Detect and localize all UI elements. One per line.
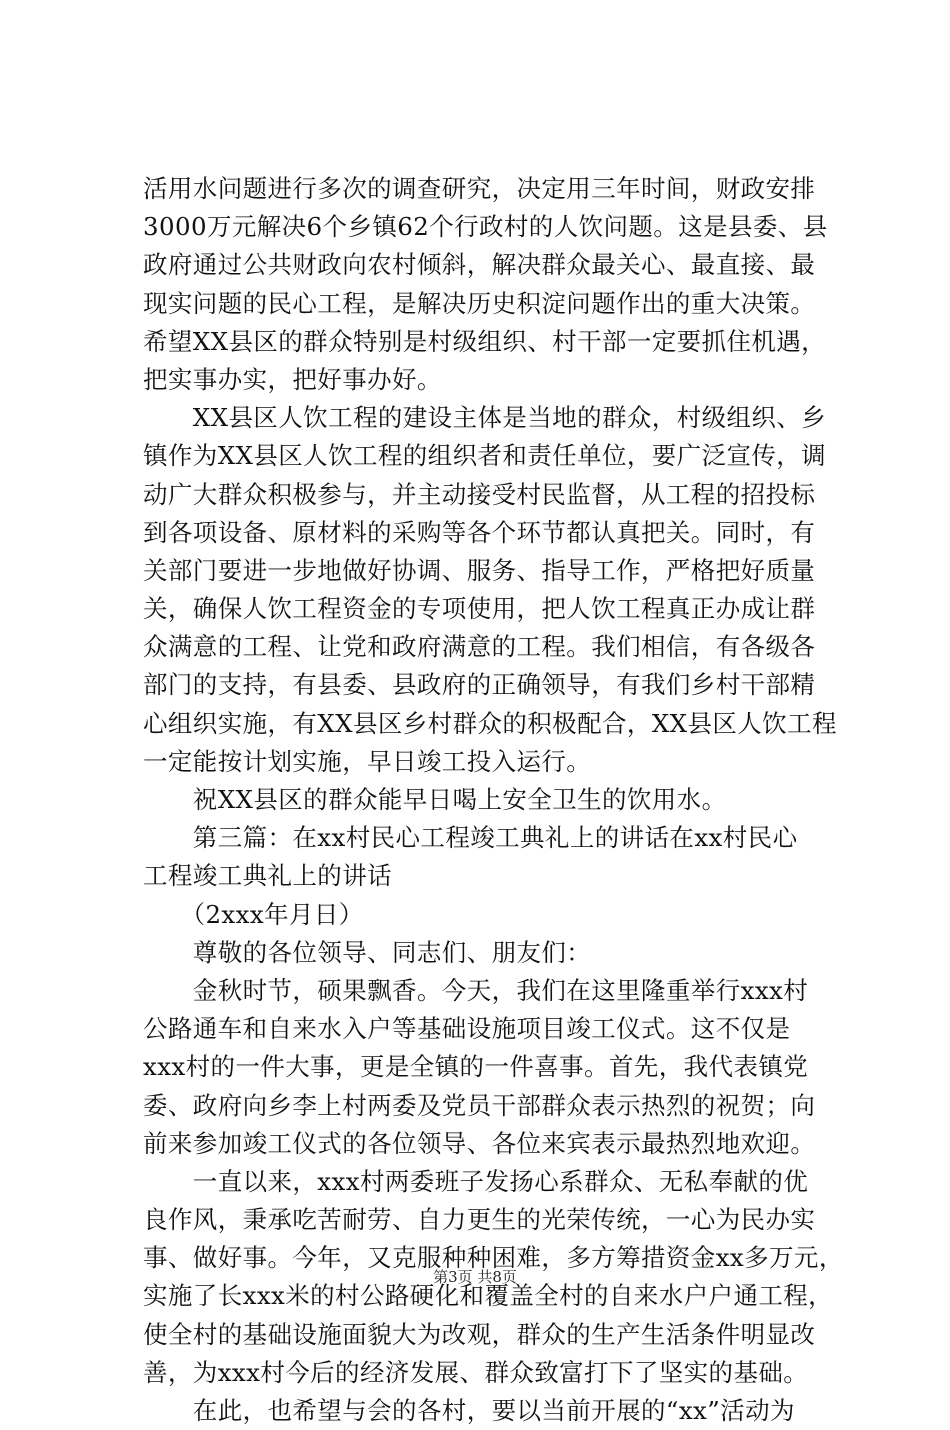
text-line: 部门的支持，有县委、县政府的正确领导，有我们乡村干部精 [143, 670, 816, 700]
text-line: 关部门要进一步地做好协调、服务、指导工作，严格把好质量 [143, 555, 816, 585]
text-line: 心组织实施，有XX县区乡村群众的积极配合，XX县区人饮工程 [143, 708, 837, 738]
text-line: 前来参加竣工仪式的各位领导、各位来宾表示最热烈地欢迎。 [143, 1128, 816, 1158]
section-heading-line: 第三篇：在xx村民心工程竣工典礼上的讲话在xx村民心 [143, 823, 798, 853]
text-line: 在此，也希望与会的各村，要以当前开展的“xx”活动为 [143, 1396, 795, 1425]
text-line: 公路通车和自来水入户等基础设施项目竣工仪式。这不仅是 [143, 1014, 791, 1044]
text-line: 镇作为XX县区人饮工程的组织者和责任单位，要广泛宣传，调 [143, 441, 827, 471]
page-footer: 第3页 共8页 [433, 1268, 517, 1286]
text-line: 到各项设备、原材料的采购等各个环节都认真把关。同时，有 [143, 517, 816, 547]
text-line: 众满意的工程、让党和政府满意的工程。我们相信，有各级各 [143, 632, 816, 662]
text-line: 现实问题的民心工程，是解决历史积淀问题作出的重大决策。 [143, 288, 816, 318]
text-line: 动广大群众积极参与，并主动接受村民监督，从工程的招投标 [143, 479, 816, 509]
text-line: 活用水问题进行多次的调查研究，决定用三年时间，财政安排 [143, 174, 816, 203]
text-line: 希望XX县区的群众特别是村级组织、村干部一定要抓住机遇， [143, 326, 827, 356]
text-line: 金秋时节，硕果飘香。今天，我们在这里隆重举行xxx村 [143, 975, 809, 1005]
text-line: XX县区人饮工程的建设主体是当地的群众，村级组织、乡 [143, 403, 827, 433]
text-line: 把实事办实，把好事办好。 [143, 364, 442, 394]
text-line: 3000万元解决6个乡镇62个行政村的人饮问题。这是县委、县 [143, 212, 828, 242]
text-line: 政府通过公共财政向农村倾斜，解决群众最关心、最直接、最 [143, 250, 816, 280]
text-line: 一直以来，xxx村两委班子发扬心系群众、无私奉献的优 [143, 1166, 809, 1196]
text-line: 一定能按计划实施，早日竣工投入运行。 [143, 746, 592, 776]
salutation-line: 尊敬的各位领导、同志们、朋友们： [143, 937, 592, 967]
text-line: 委、政府向乡李上村两委及党员干部群众表示热烈的祝贺；向 [143, 1090, 816, 1120]
text-line: 事、做好事。今年，又克服种种困难，多方筹措资金xx多万元， [143, 1243, 844, 1273]
section-heading-line: 工程竣工典礼上的讲话 [143, 861, 392, 891]
date-line: （2xxx年月日） [143, 899, 364, 929]
text-line: 实施了长xxx米的村公路硬化和覆盖全村的自来水户户通工程， [143, 1281, 834, 1311]
text-line: 关，确保人饮工程资金的专项使用，把人饮工程真正办成让群 [143, 594, 816, 624]
text-line: 良作风，秉承吃苦耐劳、自力更生的光荣传统，一心为民办实 [143, 1205, 816, 1235]
text-line: 祝XX县区的群众能早日喝上安全卫生的饮用水。 [143, 785, 727, 814]
text-line: 善，为xxx村今后的经济发展、群众致富打下了坚实的基础。 [143, 1357, 809, 1387]
text-line: xxx村的一件大事，更是全镇的一件喜事。首先，我代表镇党 [143, 1052, 809, 1082]
document-body [143, 170, 844, 1430]
text-line: 使全村的基础设施面貌大为改观，群众的生产生活条件明显改 [143, 1319, 816, 1349]
